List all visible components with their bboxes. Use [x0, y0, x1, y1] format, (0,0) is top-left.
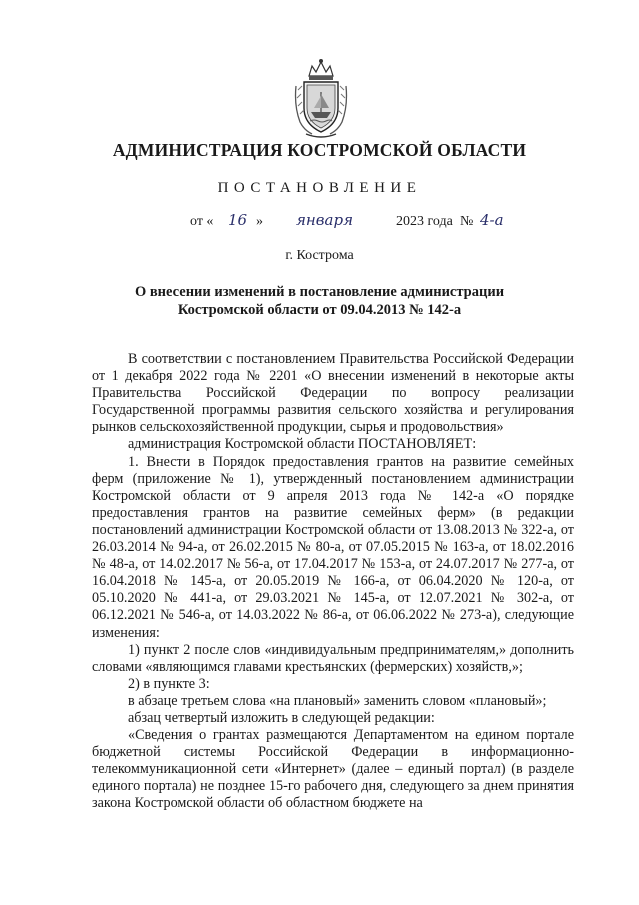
date-line [0, 210, 639, 236]
paragraph-subitem-1: 1) пункт 2 после слов «индивидуальным предпринимателям,» дополнить словами «являющимся главами крестьянских (фермерских) хозяйств,»; [92, 641, 574, 675]
document-number: 4-а [480, 211, 504, 229]
date-day: 16 [228, 211, 248, 229]
document-body [92, 351, 574, 813]
paragraph-abzac-3: в абзаце третьем слова «на плановый» заменить словом «плановый»; [128, 692, 547, 709]
paragraph-new-text: «Сведения о грантах размещаются Департаментом на едином портале бюджетной системы Российской Федерации в информационно-телекоммуникационной сети «Интернет» (далее – единый портал) (в разделе единого портала) не позднее 15-го рабочего дня, следующего за днем принятия закона Костромской области об областном бюджете на [92, 727, 574, 812]
paragraph-item-1: 1. Внести в Порядок предоставления грантов на развитие семейных ферм (приложение № 1), утвержденный постановлением администрации Костромской области от 9 апреля 2013 года № 142-а «О порядке предоставления грантов на развитие семейных ферм» (в редакции постановлений администрации Костромской области от 13.08.2013 № 322-а, от 26.03.2014 № 94-а, от 26.02.2015 № 80-а, от 07.05.2015 № 163-а, от 18.02.2016 № 48-а, от 14.02.2017 № 56-а, от 17.04.2017 № 153-а, от 24.07.2017 № 277-а, от 16.04.2018 № 145-а, от 20.05.2019 № 166-а, от 06.04.2020 № 120-а, от 05.10.2020 № 441-а, от 29.03.2021 № 145-а, от 12.07.2021 № 302-а, от 06.12.2021 № 546-а, от 14.03.2022 № 86-а, от 06.06.2022 № 273-а), следующие изменения: [92, 453, 574, 641]
organization-name: АДМИНИСТРАЦИЯ КОСТРОМСКОЙ ОБЛАСТИ [112, 140, 527, 160]
coat-of-arms-icon [292, 56, 350, 140]
paragraph-subitem-2: 2) в пункте 3: [128, 675, 210, 692]
number-prefix: № [460, 214, 474, 229]
date-close-quote: » [256, 214, 263, 229]
city: г. Кострома [285, 248, 354, 263]
document-title [0, 283, 639, 319]
paragraph-abzac-4: абзац четвертый изложить в следующей редакции: [128, 709, 435, 726]
title-line-1: О внесении изменений в постановление администрации [134, 284, 505, 300]
title-line-2: Костромской области от 09.04.2013 № 142-а [177, 302, 462, 318]
date-year: 2023 года [396, 214, 453, 229]
date-month: января [296, 211, 354, 229]
document-type: ПОСТАНОВЛЕНИЕ [217, 180, 422, 196]
paragraph-basis: В соответствии с постановлением Правительства Российской Федерации от 1 декабря 2022 года № 2201 «О внесении изменений в некоторые акты Правительства Российской Федерации по вопросу реализации Государственной программы развития сельского хозяйства и регулирования рынков сельскохозяйственной продукции, сырья и продовольствия» [92, 351, 574, 436]
paragraph-resolves: администрация Костромской области ПОСТАНОВЛЯЕТ: [128, 436, 477, 453]
date-prefix: от « [190, 214, 214, 229]
